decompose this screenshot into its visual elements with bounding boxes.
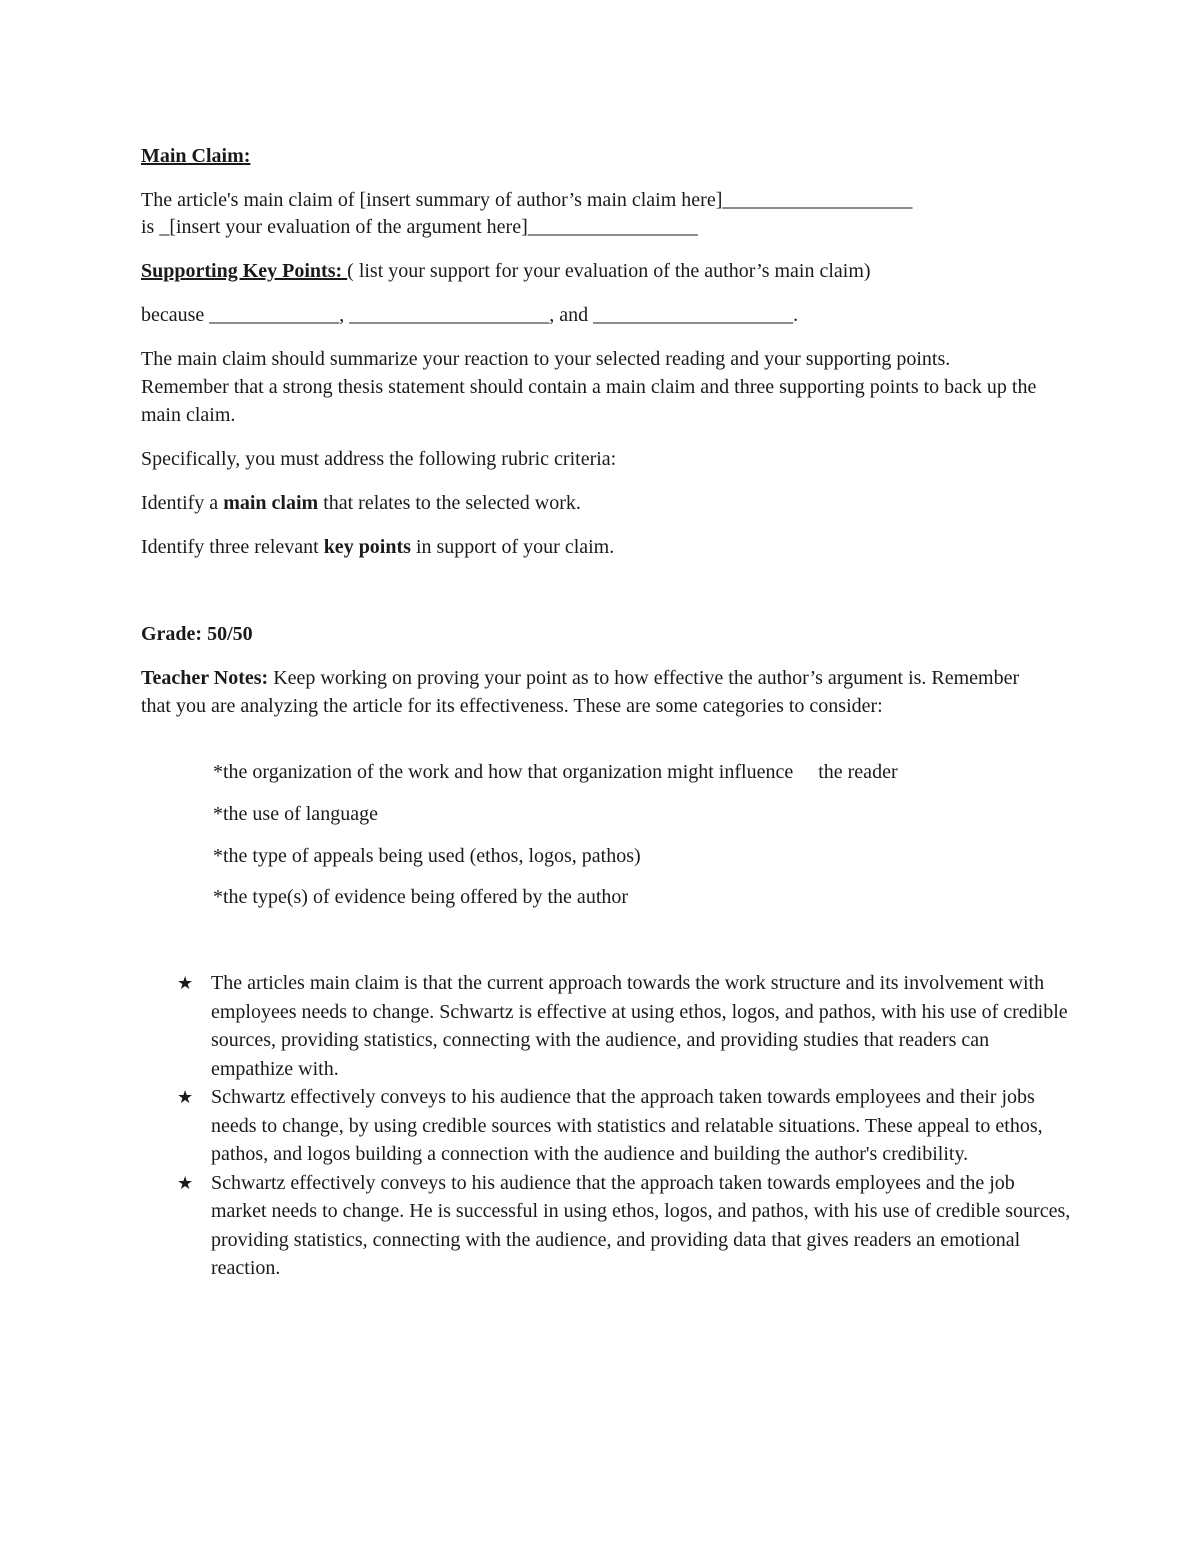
supporting-key-points-text: ( list your support for your evaluation of the author’s main claim) — [347, 260, 871, 282]
supporting-key-points-heading: Supporting Key Points: — [141, 260, 348, 282]
main-claim-heading: Main Claim: — [141, 145, 251, 167]
grade: Grade: 50/50 — [141, 623, 253, 645]
bullet-text-1: The articles main claim is that the current approach towards the work structure and its involvement with employees needs to change. Schwartz is effective at using ethos, logos, and pathos, with his use of credible sources, providing statistics, connecting with the audience, and providing studies that readers can empathize with. — [211, 972, 1068, 1080]
star-icon: ★ — [177, 1172, 194, 1193]
instructions-paragraph: The main claim should summarize your reaction to your selected reading and your supporting points. Remember that a strong thesis statement should contain a main claim and three supporting points to back up the main claim. — [141, 348, 1037, 426]
rubric-intro: Specifically, you must address the following rubric criteria: — [141, 448, 617, 470]
category-appeals: *the type of appeals being used (ethos, logos, pathos) — [213, 845, 641, 867]
rubric-criterion-key-points: Identify three relevant key points in support of your claim. — [141, 536, 615, 558]
category-language: *the use of language — [213, 803, 378, 825]
main-claim-line-2: is _[insert your evaluation of the argument here]_________________ — [141, 216, 698, 238]
bullet-list — [171, 969, 1071, 1283]
bullet-text-2: Schwartz effectively conveys to his audience that the approach taken towards employees and their jobs needs to change, by using credible sources with statistics and relatable situations. These appeal to ethos, pathos, and logos building a connection with the audience and building the author's credibility. — [211, 1086, 1043, 1165]
list-item — [177, 1083, 1071, 1169]
rubric-criterion-main-claim: Identify a main claim that relates to the selected work. — [141, 492, 581, 514]
bullet-text-3: Schwartz effectively conveys to his audience that the approach taken towards employees and the job market needs to change. He is successful in using ethos, logos, and pathos, with his use of credible sources, providing statistics, connecting with the audience, and providing data that gives readers an emotional reaction. — [211, 1171, 1071, 1279]
supporting-key-points — [141, 257, 871, 285]
because-line: because _____________, ____________________, and ____________________. — [141, 304, 799, 326]
teacher-notes-text: Keep working on proving your point as to how effective the author’s argument is. Remember that you are analyzing the article for its effectiveness. These are some categories to consider: — [141, 667, 1020, 717]
list-item — [177, 969, 1071, 1083]
teacher-notes-label: Teacher Notes: — [141, 667, 269, 689]
main-claim-line-1: The article's main claim of [insert summary of author’s main claim here]___________________ — [141, 189, 913, 211]
category-organization: *the organization of the work and how that organization might influence the reader — [213, 761, 898, 783]
category-evidence: *the type(s) of evidence being offered by the author — [213, 886, 629, 908]
star-icon: ★ — [177, 973, 194, 993]
star-icon: ★ — [177, 1087, 194, 1107]
list-item — [177, 1169, 1071, 1283]
teacher-notes — [141, 664, 1051, 720]
